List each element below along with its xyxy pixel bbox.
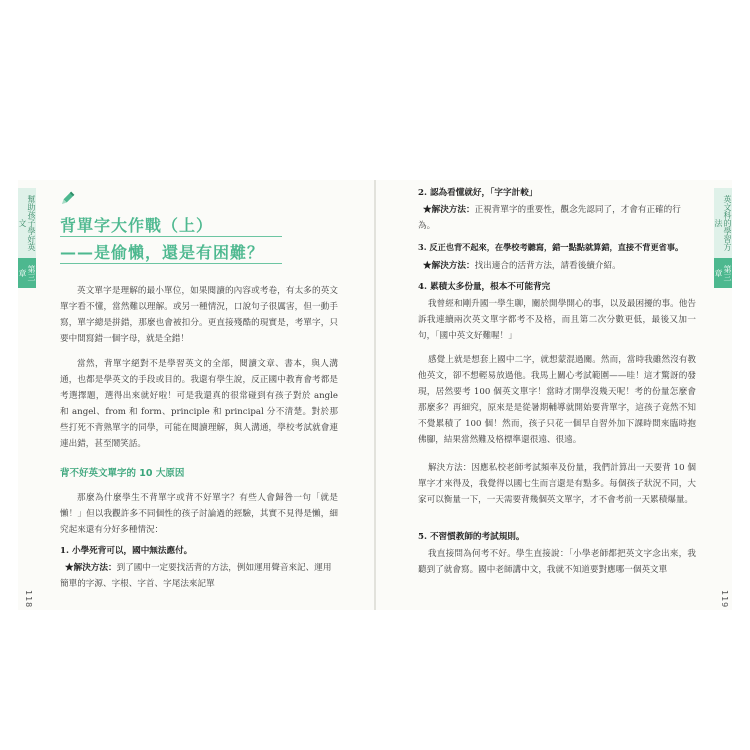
reason-1-heading: 1. 小學死背可以，國中無法應付。 xyxy=(60,546,193,556)
reason-3-solution xyxy=(418,258,696,274)
reason-4-paragraph-2: 感覺上就是想套上國中二字，就想蒙混過關。然而，當時我雖然沒有教他英文，卻不想輕易放過他。我馬上關心考試範圍——哇！這才驚訝的發現，居然要考 100 個英文單字！當時才開學沒幾天呢！考的份量怎麼會那麼多？再細究，原來是是從暑期輔導就開始要背單字，這孩子竟然不知不覺累積了 100 個！然而，孩子只花一個早自習外加下課時間來臨時抱佛腳，結果當然難及格標準還很遠、很遠。 xyxy=(418,355,696,445)
solution-label: ★解決方法： xyxy=(423,261,475,271)
left-side-tab-chapter: 第三章 xyxy=(18,258,36,288)
page-title-line1: 背單字大作戰（上） xyxy=(60,216,214,235)
reason-5-paragraph-1: 我直接問為何考不好。學生直接說：「小學老師都把英文字念出來，我聽到了就會寫。國中老師講中文，我就不知道要對應哪一個英文單 xyxy=(418,549,696,575)
title-underline-2 xyxy=(60,263,282,264)
intro-paragraph-3: 那麼為什麼學生不背單字或背不好單字？有些人會歸咎一句「就是懶！」但以我觀許多不同個性的孩子討論過的經驗，其實不見得是懶，細究起來還有分好多種情況： xyxy=(60,493,338,535)
right-side-tab-topic: 英文科的學習方法 xyxy=(714,188,732,258)
left-side-tab-topic: 幫助孩子學好英文 xyxy=(18,188,36,258)
reason-4-paragraph-3: 解決方法：因應私校老師考試頻率及份量，我們計算出一天要背 10 個單字才來得及，我覺得以國七生而言還是有點多。每個孩子狀況不同，大家可以衡量一下，一天需要背幾個英文單字，才不會考前一天累積爆量。 xyxy=(418,463,696,505)
reason-2-solution xyxy=(418,202,696,234)
solution-text: 正視背單字的重要性，觀念先認同了，才會有正確的行為。 xyxy=(418,205,681,231)
reason-5-heading: 5. 不習慣教師的考試規則。 xyxy=(418,532,525,542)
pencil-icon xyxy=(58,190,76,208)
reason-4-paragraph-1: 我曾經和剛升國一學生聊，關於開學開心的事，以及最困擾的事。他告訴我連續兩次英文單字都考不及格，而且第二次分數更低，最後又加一句，「國中英文好難喔！」 xyxy=(418,299,696,341)
title-underline-1 xyxy=(60,236,282,237)
right-page-number: 119 xyxy=(720,590,729,609)
page-gutter xyxy=(374,180,376,610)
solution-text: 找出適合的活背方法，請看後續介紹。 xyxy=(474,261,621,271)
reason-1-solution xyxy=(60,560,338,592)
reason-3-heading: 3. 反正也背不起來，在學校考聽寫，錯一點點就算錯，直接不背更省事。 xyxy=(418,242,684,252)
solution-label: ★解決方法： xyxy=(423,205,475,215)
left-page-number: 118 xyxy=(24,590,33,609)
solution-label: ★解決方法： xyxy=(65,563,117,573)
intro-paragraph-1: 英文單字是理解的最小單位，如果閱讀的內容或考卷，有太多的英文單字看不懂，當然難以理解。或另一種情況，口說句子很厲害，但一動手寫，單字總是拼錯，那麼也會被扣分。更直接殘酷的現實是，考單字，只要中間寫錯一個字母，就是全錯！ xyxy=(60,286,338,344)
reason-2-heading: 2. 認為看懂就好，「字字計較」 xyxy=(418,188,538,198)
reason-4-heading: 4. 累積太多份量，根本不可能背完 xyxy=(418,282,551,292)
right-side-tab-chapter: 第三章 xyxy=(714,258,732,288)
section-title: 背不好英文單字的 10 大原因 xyxy=(60,468,185,479)
solution-text: 到了國中一定要找活背的方法，例如運用聲音來記、運用簡單的字源、字根、字首、字尾法來記單 xyxy=(60,563,332,589)
page-title-line2: ——是偷懶，還是有困難？ xyxy=(60,243,265,262)
intro-paragraph-2: 當然，背單字絕對不是學習英文的全部，閱讀文章、書本，與人溝通，也都是學英文的手段或目的。我還有學生說，反正國中教育會考都是考選擇題，選得出來就好啦！可是我還真的很常碰到有孩子對於 angle 和 angel、from 和 form、principle 和 principal 分不清楚。對於那些打死不背熟單字的同學，可能在閱讀理解，與人溝通，學校考試就會連連出錯，甚至鬧笑話。 xyxy=(60,359,338,449)
